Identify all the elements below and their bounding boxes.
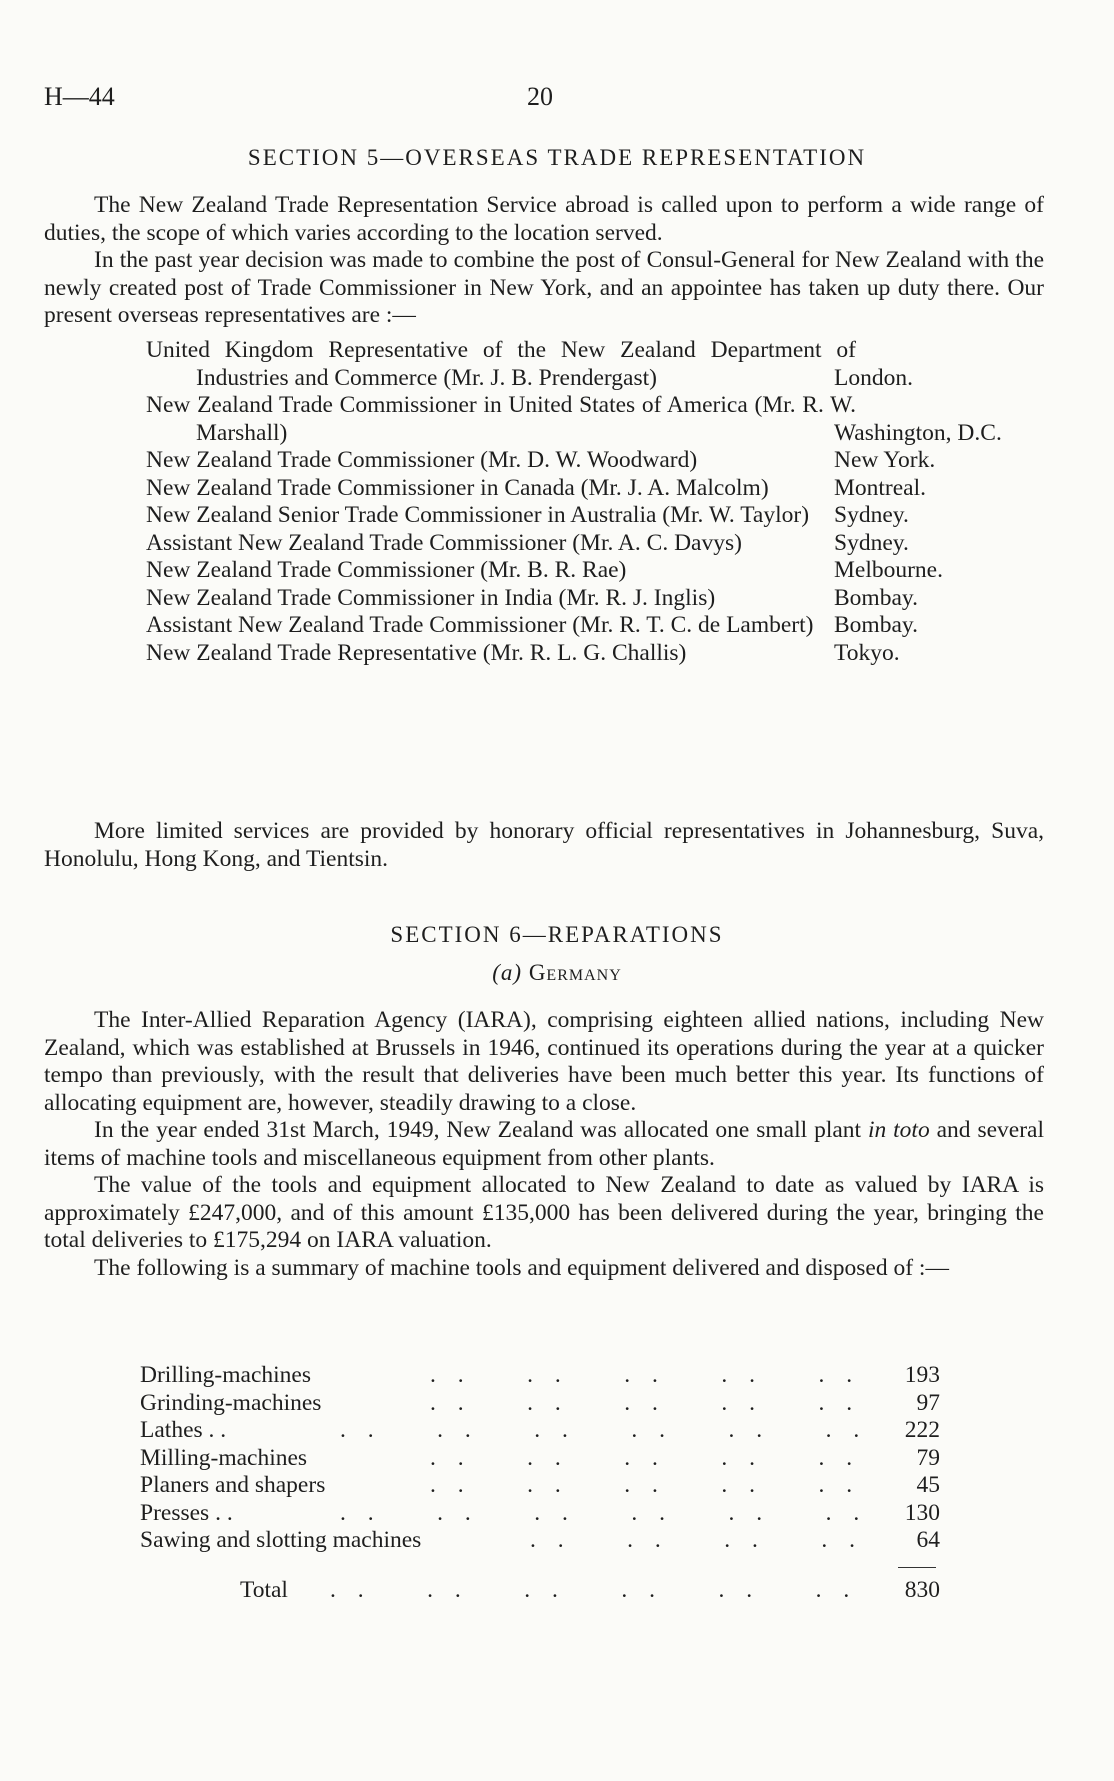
document-reference: H—44 (44, 82, 115, 111)
representative-row (146, 530, 1086, 558)
section5-title: SECTION 5—OVERSEAS TRADE REPRESENTATION (247, 145, 867, 170)
representative-location: New York. (834, 447, 936, 473)
section6-paragraph-1: The Inter-Allied Reparation Agency (IARA), comprising eighteen allied nations, including New Zealand, which was established at Brussels in 1946, continued its operations during the year at a quicker tempo than previously, with the result that deliveries have been much better this year. Its functions of allocating equipment are, however, steadily drawing to a close. (44, 1007, 1044, 1116)
leader-dots: . . . . . . . . . . . . (340, 1417, 868, 1443)
representative-title: New Zealand Trade Commissioner in Canada (Mr. J. A. Malcolm) (146, 474, 769, 501)
summary-item: Lathes . . (140, 1417, 227, 1443)
summary-item: Presses . . (140, 1499, 233, 1526)
section6-title: SECTION 6—REPARATIONS (390, 922, 724, 947)
representative-row (146, 502, 1086, 530)
summary-row (140, 1362, 940, 1390)
summary-count: 97 (916, 1389, 940, 1416)
section5-paragraph-1: The New Zealand Trade Representation Service abroad is called upon to perform a wide range of duties, the scope of which varies according to the location served. (44, 192, 1044, 246)
representative-title: Assistant New Zealand Trade Commissioner (Mr. R. T. C. de Lambert) (146, 612, 814, 638)
representative-location: Bombay. (834, 584, 918, 611)
representative-location: London. (834, 364, 913, 391)
total-rule-row (140, 1555, 940, 1577)
subtitle-prefix: (a) (492, 960, 523, 985)
representative-row (146, 612, 1086, 640)
leader-dots: . . . . . . . . . . (430, 1444, 861, 1471)
representative-row (146, 392, 1086, 447)
summary-item: Sawing and slotting machines (140, 1527, 422, 1553)
total-value: 830 (904, 1576, 940, 1603)
summary-total-row (140, 1577, 940, 1605)
leader-dots: . . . . . . . . . . . . (330, 1576, 858, 1603)
section5-closing-paragraph: More limited services are provided by honorary official representatives in Johannesburg, Suva, Honolulu, Hong Kong, and Tientsin. (44, 818, 1044, 872)
representative-row (146, 640, 1086, 668)
representative-row (146, 447, 1086, 475)
section5-intro (44, 192, 1044, 330)
summary-item: Grinding-machines (140, 1389, 322, 1416)
representative-row (146, 337, 1086, 392)
summary-count: 130 (904, 1499, 940, 1526)
representative-location: Bombay. (834, 612, 918, 638)
representative-title: New Zealand Trade Commissioner (Mr. D. W. Woodward) (146, 447, 698, 473)
section6-paragraph-2 (44, 1117, 1044, 1172)
paragraph-2-part-b: and several items of machine tools and miscellaneous equipment from other plants. (44, 1117, 1044, 1171)
representative-title: New Zealand Trade Commissioner in India (Mr. R. J. Inglis) (146, 584, 716, 611)
paragraph-2-part-a: In the year ended 31st March, 1949, New Zealand was allocated one small plant (94, 1117, 862, 1143)
representative-location: Montreal. (834, 474, 927, 501)
representative-row (146, 557, 1086, 585)
summary-item: Milling-machines (140, 1444, 308, 1471)
representative-title: New Zealand Trade Representative (Mr. R. L. G. Challis) (146, 639, 687, 666)
section5-closing (44, 818, 1044, 873)
subtitle-germany: Germany (528, 960, 622, 985)
summary-table (140, 1362, 940, 1604)
leader-dots: . . . . . . . . . . (430, 1362, 861, 1388)
summary-row (140, 1445, 940, 1473)
representative-title: Assistant New Zealand Trade Commissioner (Mr. A. C. Davys) (146, 529, 742, 556)
representative-title: New Zealand Trade Commissioner (Mr. B. R. Rae) (146, 557, 627, 583)
leader-dots: . . . . . . . . . . (430, 1389, 861, 1416)
summary-count: 222 (904, 1417, 940, 1443)
representative-title: New Zealand Trade Commissioner in United States of America (Mr. R. W. Marshall) (146, 392, 856, 446)
representative-location: Sydney. (834, 529, 909, 556)
leader-dots: . . . . . . . . (530, 1527, 863, 1553)
section6-paragraph-3: The value of the tools and equipment allocated to New Zealand to date as valued by IARA is approximately £247,000, and of this amount £135,000 has been delivered during the year, bringing the total deliveries to £175,294 on IARA valuation. (44, 1172, 1044, 1253)
summary-count: 79 (916, 1444, 940, 1471)
section6-body (44, 1007, 1044, 1282)
summary-row (140, 1527, 940, 1555)
representatives-list (146, 337, 1086, 667)
summary-row (140, 1390, 940, 1418)
representative-row (146, 585, 1086, 613)
summary-count: 193 (904, 1362, 940, 1388)
representative-location: Tokyo. (834, 639, 900, 666)
summary-item: Planers and shapers (140, 1472, 326, 1498)
summary-row (140, 1472, 940, 1500)
total-rule (898, 1567, 936, 1568)
summary-count: 45 (916, 1472, 940, 1498)
representative-title: United Kingdom Representative of the New Zealand Department of Industries and Commerce (Mr. J. B. Prendergast) (146, 337, 856, 391)
representative-location: Sydney. (834, 502, 909, 528)
page-number: 20 (527, 82, 553, 111)
representative-row (146, 475, 1086, 503)
representative-location: Washington, D.C. (834, 419, 1002, 446)
summary-row (140, 1417, 940, 1445)
representative-location: Melbourne. (834, 557, 943, 583)
summary-row (140, 1500, 940, 1528)
section6-paragraph-4: The following is a summary of machine tools and equipment delivered and disposed of :— (94, 1254, 949, 1281)
leader-dots: . . . . . . . . . . . . (340, 1499, 868, 1526)
section5-paragraph-2: In the past year decision was made to combine the post of Consul-General for New Zealand with the newly created post of Trade Commissioner in New York, and an appointee has taken up duty there. Our present overseas representatives are :— (44, 247, 1044, 328)
summary-item: Drilling-machines (140, 1362, 311, 1388)
section6-subtitle (0, 960, 1114, 986)
leader-dots: . . . . . . . . . . (430, 1472, 861, 1498)
representative-title: New Zealand Senior Trade Commissioner in Australia (Mr. W. Taylor) (146, 502, 810, 528)
paragraph-2-italic: in toto (867, 1117, 930, 1143)
summary-count: 64 (916, 1527, 940, 1553)
total-label: Total (240, 1576, 288, 1603)
